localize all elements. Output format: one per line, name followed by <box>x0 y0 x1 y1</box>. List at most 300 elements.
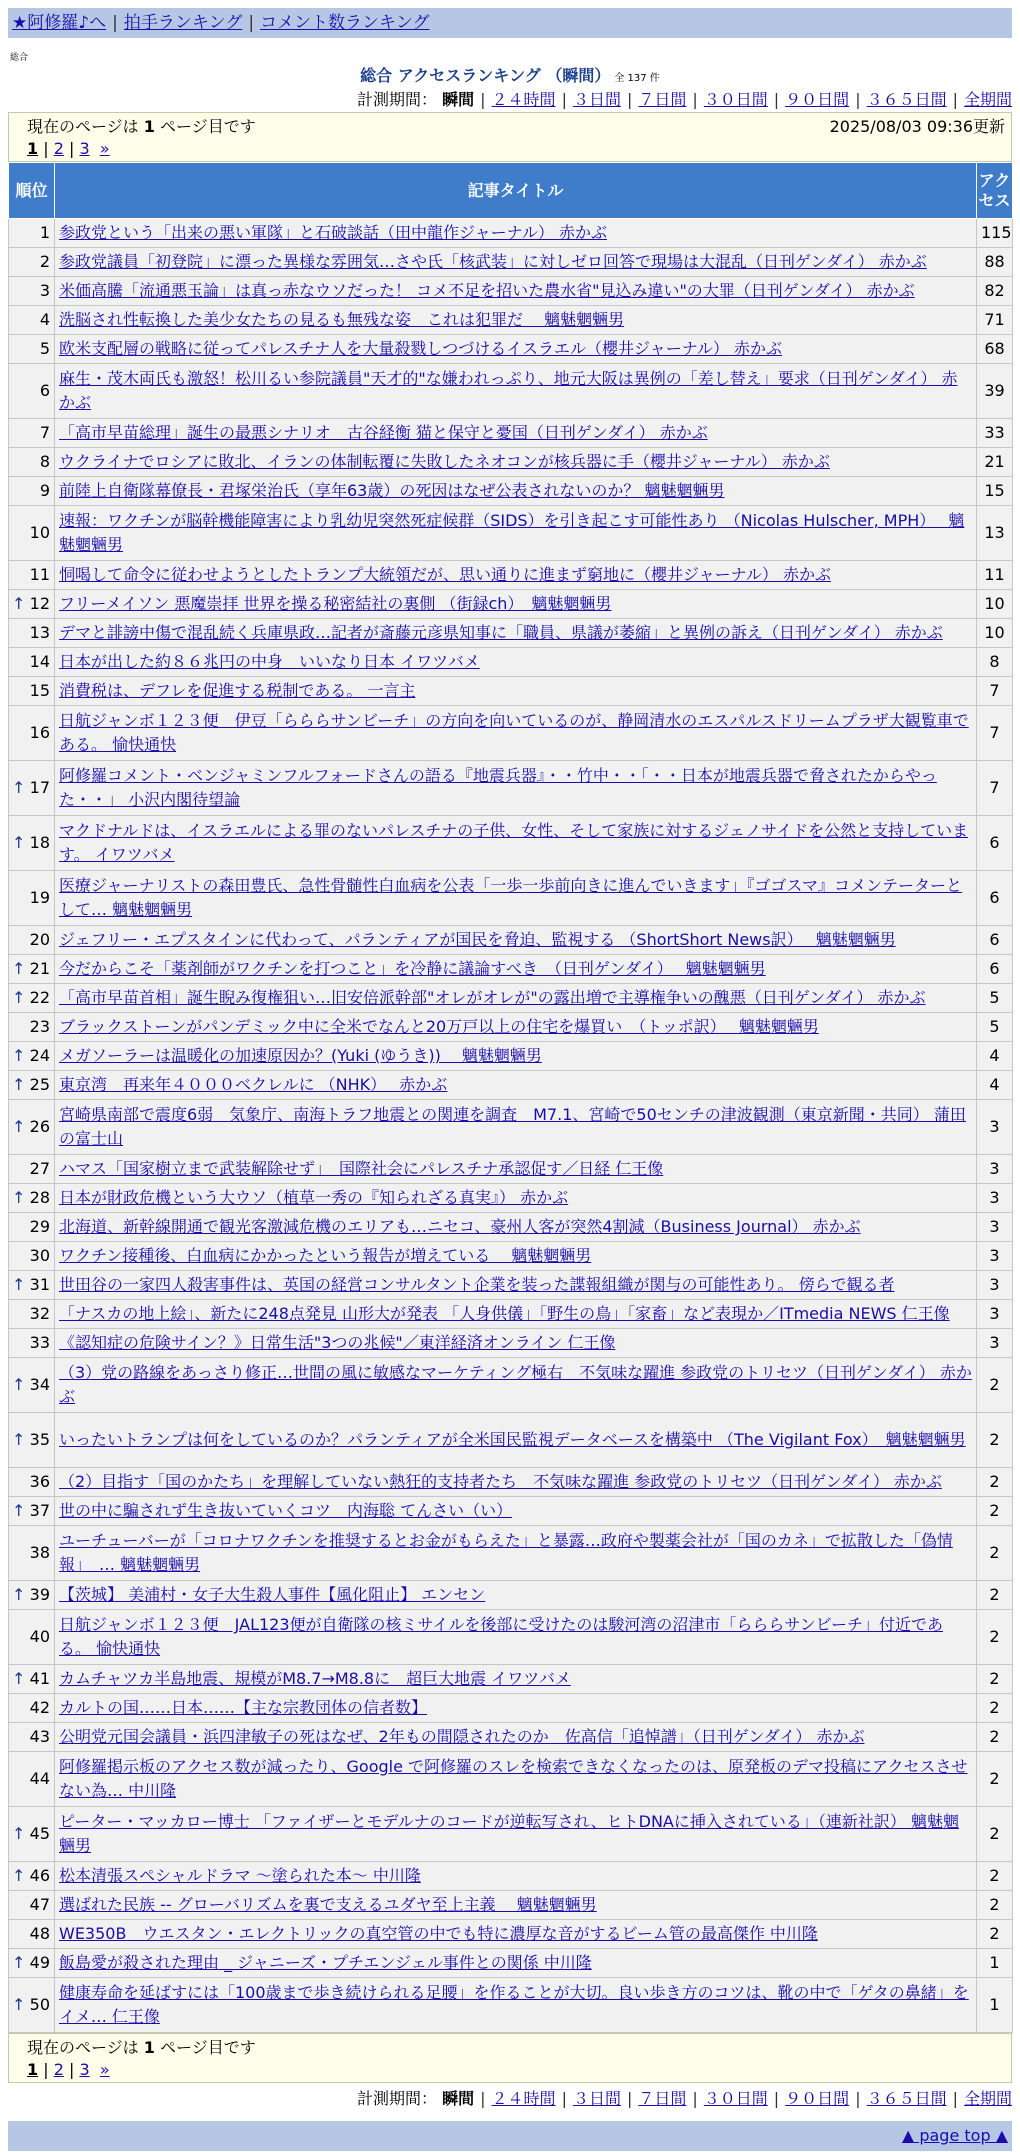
rank-cell <box>9 1329 55 1358</box>
article-title-link[interactable]: WE350B ウエスタン・エレクトリックの真空管の中でも特に濃厚な音がするビーム管の最高傑作 中川隆 <box>59 1924 818 1943</box>
table-row <box>9 1665 1013 1694</box>
pagination: 1 | 2 | 3 » <box>27 2060 110 2079</box>
rank-cell <box>9 1610 55 1665</box>
table-row <box>9 619 1013 648</box>
title-cell <box>55 1071 977 1100</box>
pagination: 1 | 2 | 3 » <box>27 139 110 158</box>
article-title-link[interactable]: ジェフリー・エプスタインに代わって、パランティアが国民を脅迫、監視する （ShortShort News訳） 魑魅魍魎男 <box>59 930 896 949</box>
table-row <box>9 1920 1013 1949</box>
access-count: 2 <box>977 1526 1013 1581</box>
title-cell <box>55 1891 977 1920</box>
up-arrow-icon: ↑ <box>12 1188 26 1207</box>
rank-number: 22 <box>29 988 50 1007</box>
asyura-home-link[interactable]: ★阿修羅♪へ <box>12 13 107 33</box>
article-title-link[interactable]: ウクライナでロシアに敗北、イランの体制転覆に失敗したネオコンが核兵器に手（櫻井ジャーナル） 赤かぶ <box>59 452 830 471</box>
access-count: 4 <box>977 1071 1013 1100</box>
rank-cell <box>9 1807 55 1862</box>
article-title-link[interactable]: 欧米支配層の戦略に従ってパレスチナ人を大量殺戮しつづけるイスラエル（櫻井ジャーナル） 赤かぶ <box>59 339 783 358</box>
rank-number: 26 <box>29 1117 50 1136</box>
article-title-link[interactable]: 「高市早苗首相」誕生睨み復権狙い…旧安倍派幹部"オレがオレが"の露出増で主導権争いの醜悪（日刊ゲンダイ） 赤かぶ <box>59 988 926 1007</box>
up-arrow-icon: ↑ <box>12 1117 26 1136</box>
article-title-link[interactable]: ワクチン接種後、白血病にかかったという報告が増えている 魑魅魍魎男 <box>59 1246 592 1265</box>
access-count: 6 <box>977 871 1013 926</box>
table-row <box>9 761 1013 816</box>
rank-cell <box>9 248 55 277</box>
article-title-link[interactable]: 前陸上自衛隊幕僚長・君塚栄治氏（享年63歳）の死因はなぜ公表されないのか？ 魑魅魍魎男 <box>59 481 725 500</box>
rank-number: 7 <box>39 423 50 442</box>
article-title-link[interactable]: 今だからこそ「薬剤師がワクチンを打つこと」を冷静に議論すべき （日刊ゲンダイ） 魑魅魍魎男 <box>59 959 766 978</box>
access-count: 1 <box>977 1978 1013 2033</box>
title-cell <box>55 1358 977 1413</box>
rank-number: 32 <box>29 1304 50 1323</box>
article-title-link[interactable]: デマと誹謗中傷で混乱続く兵庫県政…記者が斎藤元彦県知事に「職員、県議が萎縮」と異例の訴え（日刊ゲンダイ） 赤かぶ <box>59 623 943 642</box>
rank-cell <box>9 955 55 984</box>
rank-cell <box>9 1413 55 1468</box>
page-2-link[interactable]: 2 <box>53 139 64 158</box>
rank-number: 29 <box>29 1217 50 1236</box>
article-title-link[interactable]: 《認知症の危険サイン？》日常生活"3つの兆候"／東洋経済オンライン 仁王像 <box>59 1333 616 1352</box>
rank-cell <box>9 477 55 506</box>
article-title-link[interactable]: 東京湾 再来年４０００ベクレルに （NHK） 赤かぶ <box>59 1075 448 1094</box>
rank-cell <box>9 761 55 816</box>
next-page-link[interactable]: » <box>99 2060 110 2079</box>
article-title-link[interactable]: メガソーラーは温暖化の加速原因か？(Yuki (ゆうき)) 魑魅魍魎男 <box>59 1046 542 1065</box>
table-row <box>9 1978 1013 2033</box>
rank-number: 18 <box>29 833 50 852</box>
access-count: 82 <box>977 277 1013 306</box>
access-count: 88 <box>977 248 1013 277</box>
period-current: 瞬間 <box>442 90 475 109</box>
table-row <box>9 1610 1013 1665</box>
period-link-24h[interactable]: ２４時間 <box>491 2089 556 2108</box>
title-cell <box>55 1497 977 1526</box>
title-header: 記事タイトル <box>55 163 977 219</box>
rank-number: 12 <box>29 594 50 613</box>
title-cell <box>55 1271 977 1300</box>
title-cell <box>55 1807 977 1862</box>
rank-cell <box>9 706 55 761</box>
title-cell <box>55 1213 977 1242</box>
rank-cell <box>9 1242 55 1271</box>
up-arrow-icon: ↑ <box>12 778 26 797</box>
title-cell <box>55 1468 977 1497</box>
up-arrow-icon: ↑ <box>12 1585 26 1604</box>
rank-number: 48 <box>29 1924 50 1943</box>
table-row <box>9 248 1013 277</box>
rank-number: 16 <box>29 723 50 742</box>
rank-cell <box>9 1155 55 1184</box>
table-row <box>9 1271 1013 1300</box>
title-cell <box>55 1413 977 1468</box>
period-link-90d[interactable]: ９０日間 <box>785 2089 850 2108</box>
title-cell <box>55 984 977 1013</box>
table-row <box>9 1526 1013 1581</box>
applause-ranking-link[interactable]: 拍手ランキング <box>123 13 243 33</box>
rank-cell <box>9 619 55 648</box>
rank-cell <box>9 335 55 364</box>
rank-number: 23 <box>29 1017 50 1036</box>
article-title-link[interactable]: 阿修羅掲示板のアクセス数が減ったり、Google で阿修羅のスレを検索できなくなったのは、原発板のデマ投稿にアクセスさせない為… 中川隆 <box>59 1757 968 1800</box>
table-row <box>9 1497 1013 1526</box>
up-arrow-icon: ↑ <box>12 1275 26 1294</box>
access-count: 3 <box>977 1242 1013 1271</box>
rank-number: 27 <box>29 1159 50 1178</box>
rank-cell <box>9 677 55 706</box>
period-label: 計測期間： <box>357 2089 438 2108</box>
up-arrow-icon: ↑ <box>12 1669 26 1688</box>
up-arrow-icon: ↑ <box>12 594 26 613</box>
access-count: 1 <box>977 1949 1013 1978</box>
rank-cell <box>9 1949 55 1978</box>
period-selector-bottom: 計測期間： 瞬間 | ２４時間 | ３日間 | ７日間 | ３０日間 | ９０日間 | ３６５日間 | 全期間 <box>357 2089 1012 2108</box>
period-link-7d[interactable]: ７日間 <box>638 90 687 109</box>
up-arrow-icon: ↑ <box>12 1866 26 1885</box>
access-count: 6 <box>977 926 1013 955</box>
article-title-link[interactable]: ユーチューバーが「コロナワクチンを推奨するとお金がもらえた」と暴露…政府や製薬会社が「国のカネ」で拡散した「偽情報」 … 魑魅魍魎男 <box>59 1531 953 1574</box>
article-title-link[interactable]: 日本が出した約８６兆円の中身 いいなり日本 イワツバメ <box>59 652 480 671</box>
access-count: 13 <box>977 506 1013 561</box>
rank-cell <box>9 1581 55 1610</box>
rank-cell <box>9 1862 55 1891</box>
table-row <box>9 477 1013 506</box>
article-title-link[interactable]: カムチャツカ半島地震、規模がM8.7→M8.8に 超巨大地震 イワツバメ <box>59 1669 571 1688</box>
rank-number: 5 <box>39 339 50 358</box>
access-count: 2 <box>977 1497 1013 1526</box>
ranking-table <box>8 162 1013 2033</box>
title-cell <box>55 1723 977 1752</box>
title-cell <box>55 419 977 448</box>
article-title-link[interactable]: ハマス「国家樹立まで武装解除せず」 国際社会にパレスチナ承認促す／日経 仁王像 <box>59 1159 664 1178</box>
up-arrow-icon: ↑ <box>12 1430 26 1449</box>
rank-number: 3 <box>39 281 50 300</box>
rank-number: 9 <box>39 481 50 500</box>
access-count: 3 <box>977 1184 1013 1213</box>
access-count: 115 <box>977 219 1013 248</box>
table-row <box>9 1752 1013 1807</box>
page-3-link[interactable]: 3 <box>79 2060 90 2079</box>
article-title-link[interactable]: 世の中に騙されず生き抜いていくコツ 内海聡 てんさい（い） <box>59 1501 513 1520</box>
table-row <box>9 1155 1013 1184</box>
rank-cell <box>9 1497 55 1526</box>
title-cell <box>55 1581 977 1610</box>
period-link-24h[interactable]: ２４時間 <box>491 90 556 109</box>
rank-header: 順位 <box>9 163 55 219</box>
article-title-link[interactable]: （2）目指す「国のかたち」を理解していない熱狂的支持者たち 不気味な躍進 参政党のトリセツ（日刊ゲンダイ） 赤かぶ <box>59 1472 942 1491</box>
article-title-link[interactable]: 選ばれた民族 -- グローバリズムを裏で支えるユダヤ至上主義 魑魅魍魎男 <box>59 1895 597 1914</box>
rank-number: 25 <box>29 1075 50 1094</box>
article-title-link[interactable]: 阿修羅コメント・ベンジャミンフルフォードさんの語る『地震兵器』・・竹中・・「・・日本が地震兵器で脅されたからやった・・」 小沢内閣待望論 <box>59 766 937 809</box>
rank-cell <box>9 648 55 677</box>
article-title-link[interactable]: 飯島愛が殺された理由 _ ジャニーズ・プチエンジェル事件との関係 中川隆 <box>59 1953 592 1972</box>
rank-number: 34 <box>29 1375 50 1394</box>
rank-number: 47 <box>29 1895 50 1914</box>
table-row <box>9 219 1013 248</box>
page-info-bottom <box>8 2033 1012 2083</box>
period-link-365d[interactable]: ３６５日間 <box>866 2089 947 2108</box>
title-cell <box>55 1184 977 1213</box>
table-row <box>9 955 1013 984</box>
access-count: 5 <box>977 984 1013 1013</box>
period-link-3d[interactable]: ３日間 <box>572 90 621 109</box>
access-count: 10 <box>977 619 1013 648</box>
article-title-link[interactable]: 速報：ワクチンが脳幹機能障害により乳幼児突然死症候群（SIDS）を引き起こす可能性あり （Nicolas Hulscher, MPH） 魑魅魍魎男 <box>59 511 965 554</box>
period-link-3d[interactable]: ３日間 <box>572 2089 621 2108</box>
rank-number: 37 <box>29 1501 50 1520</box>
article-title-link[interactable]: いったいトランプは何をしているのか？パランティアが全米国民監視データベースを構築中 （The Vigilant Fox） 魑魅魍魎男 <box>59 1430 966 1449</box>
access-count: 3 <box>977 1100 1013 1155</box>
period-link-90d[interactable]: ９０日間 <box>785 90 850 109</box>
rank-cell <box>9 277 55 306</box>
rank-number: 33 <box>29 1333 50 1352</box>
title-cell <box>55 1100 977 1155</box>
rank-number: 38 <box>29 1543 50 1562</box>
section-tag: 総合 <box>10 53 29 63</box>
access-count: 71 <box>977 306 1013 335</box>
access-count: 2 <box>977 1665 1013 1694</box>
access-count: 7 <box>977 761 1013 816</box>
period-link-all[interactable]: 全期間 <box>963 90 1012 109</box>
title-cell <box>55 706 977 761</box>
access-count: 2 <box>977 1862 1013 1891</box>
rank-cell <box>9 1920 55 1949</box>
rank-number: 20 <box>29 930 50 949</box>
access-count: 68 <box>977 335 1013 364</box>
access-count: 2 <box>977 1413 1013 1468</box>
page-3-link[interactable]: 3 <box>79 139 90 158</box>
title-cell <box>55 1752 977 1807</box>
table-row <box>9 1100 1013 1155</box>
title-cell <box>55 335 977 364</box>
table-row <box>9 816 1013 871</box>
page-top-link[interactable]: ▲ page top ▲ <box>901 2126 1008 2145</box>
access-count: 3 <box>977 1329 1013 1358</box>
table-row <box>9 1358 1013 1413</box>
article-title-link[interactable]: 日航ジャンボ１２３便 伊豆「らららサンビーチ」の方向を向いているのが、静岡清水のエスパルスドリームプラザ大観覧車である。 愉快通快 <box>59 711 969 754</box>
rank-number: 46 <box>29 1866 50 1885</box>
table-row <box>9 1042 1013 1071</box>
rank-number: 14 <box>29 652 50 671</box>
article-title-link[interactable]: 洗脳され性転換した美少女たちの見るも無残な姿 これは犯罪だ 魑魅魍魎男 <box>59 310 625 329</box>
rank-number: 36 <box>29 1472 50 1491</box>
article-title-link[interactable]: 参政党という「出来の悪い軍隊」と石破談話（田中龍作ジャーナル） 赤かぶ <box>59 223 607 242</box>
table-row <box>9 984 1013 1013</box>
rank-cell <box>9 1100 55 1155</box>
period-link-all[interactable]: 全期間 <box>963 2089 1012 2108</box>
article-title-link[interactable]: マクドナルドは、イスラエルによる罪のないパレスチナの子供、女性、そして家族に対するジェノサイドを公然と支持しています。 イワツバメ <box>59 821 969 864</box>
rank-number: 49 <box>29 1953 50 1972</box>
table-row <box>9 506 1013 561</box>
table-row <box>9 1891 1013 1920</box>
access-count: 2 <box>977 1694 1013 1723</box>
access-count: 4 <box>977 1042 1013 1071</box>
table-row <box>9 590 1013 619</box>
article-title-link[interactable]: 宮崎県南部で震度6弱 気象庁、南海トラフ地震との関連を調査 M7.1、宮崎で50センチの津波観測（東京新聞・共同） 蒲田の富士山 <box>59 1105 966 1148</box>
up-arrow-icon: ↑ <box>12 1824 26 1843</box>
rank-number: 39 <box>29 1585 50 1604</box>
title-cell <box>55 761 977 816</box>
rank-number: 45 <box>29 1824 50 1843</box>
title-cell <box>55 1242 977 1271</box>
rank-cell <box>9 926 55 955</box>
title-cell <box>55 1665 977 1694</box>
table-row <box>9 1413 1013 1468</box>
period-link-30d[interactable]: ３０日間 <box>703 2089 768 2108</box>
article-title-link[interactable]: 「高市早苗総理」誕生の最悪シナリオ 古谷経衡 猫と保守と憂国（日刊ゲンダイ） 赤かぶ <box>59 423 708 442</box>
rank-cell <box>9 1891 55 1920</box>
up-arrow-icon: ↑ <box>12 988 26 1007</box>
access-count: 39 <box>977 364 1013 419</box>
access-count: 11 <box>977 561 1013 590</box>
table-row <box>9 1581 1013 1610</box>
article-title-link[interactable]: 日本が財政危機という大ウソ（植草一秀の『知られざる真実』） 赤かぶ <box>59 1188 569 1207</box>
table-row <box>9 1694 1013 1723</box>
access-header: アクセス <box>977 163 1013 219</box>
top-nav-bar <box>8 8 1012 38</box>
title-cell <box>55 1978 977 2033</box>
rank-number: 10 <box>29 523 50 542</box>
current-page-text: 現在のページは 1 ページ目です <box>27 2038 256 2057</box>
period-selector-top: 計測期間： 瞬間 | ２４時間 | ３日間 | ７日間 | ３０日間 | ９０日間 | ３６５日間 | 全期間 <box>357 90 1012 109</box>
article-title-link[interactable]: 健康寿命を延ばすには「100歳まで歩き続けられる足腰」を作ることが大切。良い歩き方のコツは、靴の中で「ゲタの鼻緒」をイメ… 仁王像 <box>59 1983 969 2026</box>
up-arrow-icon: ↑ <box>12 1501 26 1520</box>
access-count: 10 <box>977 590 1013 619</box>
title-cell <box>55 1862 977 1891</box>
title-cell <box>55 219 977 248</box>
article-title-link[interactable]: （3）党の路線をあっさり修正…世間の風に敏感なマーケティング極右 不気味な躍進 参政党のトリセツ（日刊ゲンダイ） 赤かぶ <box>59 1363 972 1406</box>
rank-number: 41 <box>29 1669 50 1688</box>
rank-cell <box>9 1013 55 1042</box>
title-cell <box>55 506 977 561</box>
rank-cell <box>9 1184 55 1213</box>
page-1-current: 1 <box>27 2060 39 2079</box>
article-title-link[interactable]: 恫喝して命令に従わせようとしたトランプ大統領だが、思い通りに進まず窮地に（櫻井ジャーナル） 赤かぶ <box>59 565 831 584</box>
table-row <box>9 1949 1013 1978</box>
up-arrow-icon: ↑ <box>12 1995 26 2014</box>
access-count: 2 <box>977 1581 1013 1610</box>
title-cell <box>55 590 977 619</box>
rank-cell <box>9 1723 55 1752</box>
table-row <box>9 1213 1013 1242</box>
page-2-link[interactable]: 2 <box>53 2060 64 2079</box>
article-title-link[interactable]: 日航ジャンボ１２３便 JAL123便が自衛隊の核ミサイルを後部に受けたのは駿河湾の沼津市「らららサンビーチ」付近である。 愉快通快 <box>59 1615 943 1658</box>
article-title-link[interactable]: ピーター・マッカロー博士 「ファイザーとモデルナのコードが逆転写され、ヒトDNAに挿入されている」（連新社訳） 魑魅魍魎男 <box>59 1812 959 1855</box>
nav-separator: | <box>248 13 255 33</box>
rank-number: 15 <box>29 681 50 700</box>
access-count: 6 <box>977 955 1013 984</box>
rank-number: 19 <box>29 888 50 907</box>
table-row <box>9 926 1013 955</box>
rank-cell <box>9 1300 55 1329</box>
table-row <box>9 1862 1013 1891</box>
table-row <box>9 1013 1013 1042</box>
table-row <box>9 871 1013 926</box>
up-arrow-icon: ↑ <box>12 959 26 978</box>
article-title-link[interactable]: 公明党元国会議員・浜四津敏子の死はなぜ、2年もの間隠されたのか 佐高信「追悼譜」（日刊ゲンダイ） 赤かぶ <box>59 1727 865 1746</box>
article-title-link[interactable]: 【茨城】 美浦村・女子大生殺人事件【風化阻止】 エンセン <box>59 1585 486 1604</box>
article-title-link[interactable]: ブラックストーンがパンデミック中に全米でなんと20万戸以上の住宅を爆買い （トッポ訳） 魑魅魍魎男 <box>59 1017 819 1036</box>
title-cell <box>55 955 977 984</box>
title-cell <box>55 306 977 335</box>
comment-ranking-link[interactable]: コメント数ランキング <box>260 13 430 33</box>
period-label: 計測期間： <box>357 90 438 109</box>
table-row <box>9 706 1013 761</box>
rank-number: 2 <box>39 252 50 271</box>
period-link-7d[interactable]: ７日間 <box>638 2089 687 2108</box>
rank-number: 30 <box>29 1246 50 1265</box>
article-title-link[interactable]: 米価高騰「流通悪玉論」は真っ赤なウソだった！ コメ不足を招いた農水省"見込み違い"の大罪（日刊ゲンダイ） 赤かぶ <box>59 281 915 300</box>
rank-cell <box>9 1694 55 1723</box>
title-cell <box>55 1329 977 1358</box>
rank-number: 13 <box>29 623 50 642</box>
article-title-link[interactable]: 医療ジャーナリストの森田豊氏、急性骨髄性白血病を公表「一歩一歩前向きに進んでいきます」『ゴゴスマ』コメンテーターとして… 魑魅魍魎男 <box>59 876 963 919</box>
rank-number: 6 <box>39 381 50 400</box>
access-count: 2 <box>977 1752 1013 1807</box>
rank-cell <box>9 984 55 1013</box>
rank-cell <box>9 1526 55 1581</box>
rank-cell <box>9 1213 55 1242</box>
access-count: 15 <box>977 477 1013 506</box>
total-count: 全 137 件 <box>614 73 660 84</box>
title-cell <box>55 1694 977 1723</box>
article-title-link[interactable]: 参政党議員「初登院」に漂った異様な雰囲気…さや氏「核武装」に対しゼロ回答で現場は大混乱（日刊ゲンダイ） 赤かぶ <box>59 252 927 271</box>
article-title-link[interactable]: 麻生・茂木両氏も激怒！松川るい参院議員"天才的"な嫌われっぷり、地元大阪は異例の「差し替え」要求（日刊ゲンダイ） 赤かぶ <box>59 369 958 412</box>
up-arrow-icon: ↑ <box>12 1046 26 1065</box>
period-link-30d[interactable]: ３０日間 <box>703 90 768 109</box>
updated-timestamp: 2025/08/03 09:36更新 <box>829 117 1005 136</box>
rank-number: 50 <box>29 1995 50 2014</box>
table-row <box>9 1329 1013 1358</box>
rank-cell <box>9 1978 55 2033</box>
up-arrow-icon: ↑ <box>12 1953 26 1972</box>
access-count: 2 <box>977 1358 1013 1413</box>
rank-cell <box>9 1271 55 1300</box>
rank-cell <box>9 306 55 335</box>
bottom-bar <box>8 2121 1012 2151</box>
title-cell <box>55 648 977 677</box>
rank-number: 11 <box>29 565 50 584</box>
article-title-link[interactable]: カルトの国……日本……【主な宗教団体の信者数】 <box>59 1698 428 1717</box>
title-cell <box>55 619 977 648</box>
article-title-link[interactable]: 「ナスカの地上絵」、新たに248点発見 山形大が発表 「人身供儀」「野生の鳥」「家畜」など表現か／ITmedia NEWS 仁王像 <box>59 1304 950 1323</box>
access-count: 3 <box>977 1213 1013 1242</box>
table-row <box>9 277 1013 306</box>
article-title-link[interactable]: 消費税は、デフレを促進する税制である。 一言主 <box>59 681 416 700</box>
article-title-link[interactable]: 世田谷の一家四人殺害事件は、英国の経営コンサルタント企業を装った諜報組織が関与の可能性あり。 傍らで観る者 <box>59 1275 895 1294</box>
rank-cell <box>9 364 55 419</box>
article-title-link[interactable]: フリーメイソン 悪魔崇拝 世界を操る秘密結社の裏側 （街録ch） 魑魅魍魎男 <box>59 594 612 613</box>
article-title-link[interactable]: 松本清張スペシャルドラマ ～塗られた本～ 中川隆 <box>59 1866 421 1885</box>
table-row <box>9 677 1013 706</box>
period-link-365d[interactable]: ３６５日間 <box>866 90 947 109</box>
rank-number: 1 <box>39 223 50 242</box>
table-row <box>9 561 1013 590</box>
page-title: 総合 アクセスランキング （瞬間） <box>360 66 611 85</box>
rank-number: 31 <box>29 1275 50 1294</box>
access-count: 3 <box>977 1271 1013 1300</box>
title-cell <box>55 871 977 926</box>
title-cell <box>55 1013 977 1042</box>
access-count: 3 <box>977 1300 1013 1329</box>
next-page-link[interactable]: » <box>99 139 110 158</box>
article-title-link[interactable]: 北海道、新幹線開通で観光客激減危機のエリアも…ニセコ、豪州人客が突然4割減（Business Journal） 赤かぶ <box>59 1217 861 1236</box>
rank-cell <box>9 1468 55 1497</box>
rank-number: 28 <box>29 1188 50 1207</box>
table-row <box>9 1807 1013 1862</box>
title-cell <box>55 816 977 871</box>
title-cell <box>55 277 977 306</box>
table-row <box>9 1071 1013 1100</box>
rank-cell <box>9 1752 55 1807</box>
